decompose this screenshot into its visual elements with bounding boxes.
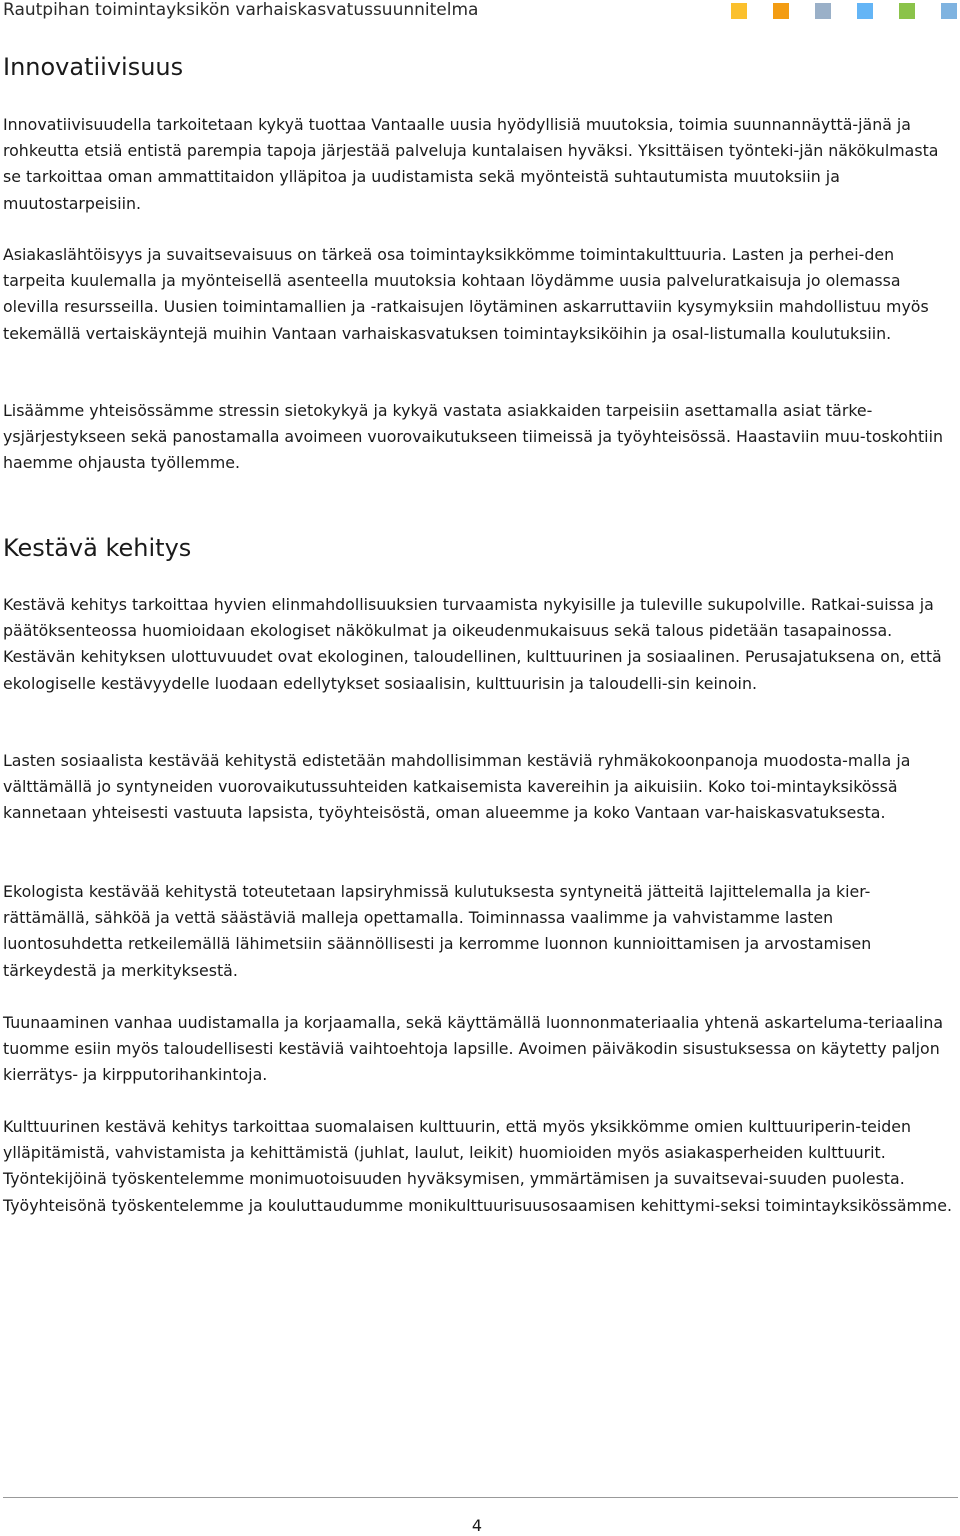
paragraph: Kulttuurinen kestävä kehitys tarkoittaa suomalaisen kulttuurin, että myös yksikkömme omien kulttuuriperin-teiden ylläpitämistä, vahvistamista ja kehittämistä (juhlat, laulut, leikit) huomioiden myös asiakasperheiden kulttuurit. Työntekijöinä työskentelemme monimuotoisuuden hyväksymisen, ymmärtämisen ja suvaitsevai-suuden puolesta. Työyhteisönä työskentelemme ja kouluttaudumme monikulttuurisuusosaamisen kehittymi-seksi toimintayksikössämme. <box>3 1117 953 1215</box>
color-square-3 <box>815 3 831 19</box>
paragraph: Lasten sosiaalista kestävää kehitystä edistetään mahdollisimman kestäviä ryhmäkokoonpanoja muodosta-malla ja välttämällä jo syntyneiden vuorovaikutussuhteiden katkaisemista kavereihin ja aikuisiin. Koko toi-mintayksikössä kannetaan yhteisesti vastuuta lapsista, työyhteisöstä, oman alueemme ja koko Vantaan var-haiskasvatuksesta. <box>3 751 911 823</box>
color-square-1 <box>731 3 747 19</box>
color-square-6 <box>941 3 957 19</box>
page-header <box>3 0 957 22</box>
paragraph: Kestävä kehitys tarkoittaa hyvien elinmahdollisuuksien turvaamista nykyisille ja tuleville sukupolville. Ratkai-suissa ja päätöksenteossa huomioidaan ekologiset näkökulmat ja oikeudenmukaisuus sekä talous pidetään tasapainossa. Kestävän kehityksen ulottuvuudet ovat ekologinen, taloudellinen, kulttuurinen ja sosiaalinen. Perusajatuksena on, että ekologiselle kestävyydelle luodaan edellytykset sosiaalisin, kulttuurisin ja taloudelli-sin keinoin. <box>3 595 942 693</box>
color-square-4 <box>857 3 873 19</box>
color-square-2 <box>773 3 789 19</box>
paragraph: Tuunaaminen vanhaa uudistamalla ja korjaamalla, sekä käyttämällä luonnonmateriaalia yhtenä askarteluma-teriaalina tuomme esiin myös taloudellisesti kestäviä vaihtoehtoja lapsille. Avoimen päiväkodin sisustuksessa on käytetty paljon kierrätys- ja kirpputorihankintoja. <box>3 1013 944 1085</box>
header-color-squares <box>731 3 957 19</box>
paragraph: Asiakaslähtöisyys ja suvaitsevaisuus on tärkeä osa toimintayksikkömme toimintakulttuuria. Lasten ja perhei-den tarpeita kuulemalla ja myönteisellä asenteella muutoksia kohtaan löydämme uusia palveluratkaisuja jo olemassa olevilla resursseilla. Uusien toimintamallien ja -ratkaisujen löytäminen askarruttaviin kysymyksiin mahdollistuu myös tekemällä vertaiskäyntejä muihin Vantaan varhaiskasvatuksen toimintayksiköihin ja osal-listumalla koulutuksiin. <box>3 245 929 343</box>
section-heading-kestava-kehitys: Kestävä kehitys <box>3 534 192 562</box>
document-title: Rautpihan toimintayksikön varhaiskasvatussuunnitelma <box>3 0 479 20</box>
section-heading-innovatiivisuus: Innovatiivisuus <box>3 53 184 81</box>
footer-divider <box>3 1497 958 1498</box>
paragraph: Innovatiivisuudella tarkoitetaan kykyä tuottaa Vantaalle uusia hyödyllisiä muutoksia, toimia suunnannäyttä-jänä ja rohkeutta etsiä entistä parempia tapoja järjestää palveluja kuntalaisen hyväksi. Yksittäisen työnteki-jän näkökulmasta se tarkoittaa oman ammattitaidon ylläpitoa ja uudistamista sekä myönteistä suhtautumista muutoksiin ja muutostarpeisiin. <box>3 115 939 213</box>
page-number <box>0 1516 960 1536</box>
page-number-text: 4 <box>471 1516 483 1535</box>
paragraph: Ekologista kestävää kehitystä toteutetaan lapsiryhmissä kulutuksesta syntyneitä jätteitä lajittelemalla ja kier-rättämällä, sähköä ja vettä säästäviä malleja opettamalla. Toiminnassa vaalimme ja vahvistamme lasten luontosuhdetta retkeilemällä lähimetsiin säännöllisesti ja kerromme luonnon kunnioittamisen ja arvostamisen tärkeydestä ja merkityksestä. <box>3 882 872 980</box>
color-square-5 <box>899 3 915 19</box>
paragraph: Lisäämme yhteisössämme stressin sietokykyä ja kykyä vastata asiakkaiden tarpeisiin asettamalla asiat tärke-ysjärjestykseen sekä panostamalla avoimeen vuorovaikutukseen tiimeissä ja työyhteisössä. Haastaviin muu-toskohtiin haemme ohjausta työllemme. <box>3 401 943 473</box>
